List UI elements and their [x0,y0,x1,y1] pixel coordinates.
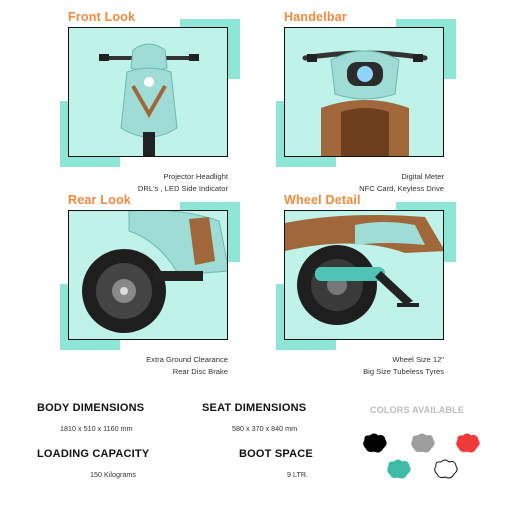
rear-look-image [68,210,228,340]
color-swatch-black[interactable] [362,432,388,454]
swatch-shape [388,460,410,478]
feature-caption [244,171,444,195]
caption-line: Extra Ground Clearance [146,355,228,364]
specifications [28,398,328,498]
feature-title: Rear Look [68,193,131,207]
caption-line: Projector Headlight [163,172,228,181]
caption-line: DRL's , LED Side Indicator [137,184,228,193]
swatch-shape [412,434,434,452]
swatch-shape [364,434,386,452]
color-swatch-red[interactable] [455,432,481,454]
caption-line: Wheel Size 12" [392,355,444,364]
feature-title: Front Look [68,10,136,24]
caption-line: NFC Card, Keyless Drive [359,184,444,193]
feature-card-front-look [68,10,228,193]
spec-value: 1810 x 510 x 1160 mm [60,424,133,433]
feature-title: Handelbar [284,10,347,24]
spec-value: 580 x 370 x 840 mm [232,424,298,433]
spec-loading-capacity [37,448,149,479]
spec-label: BODY DIMENSIONS [37,402,145,414]
spec-boot-space [239,448,313,479]
colors-available-title: COLORS AVAILABLE [370,405,465,415]
spec-label: LOADING CAPACITY [37,448,150,460]
spec-label: BOOT SPACE [239,448,313,460]
caption-line: Big Size Tubeless Tyres [363,367,444,376]
color-swatch-teal[interactable] [386,458,412,480]
feature-caption [28,354,228,378]
caption-line: Digital Meter [401,172,444,181]
spec-seat-dimensions [202,402,306,433]
front-look-image [68,27,228,157]
spec-label: SEAT DIMENSIONS [202,402,307,414]
spec-value: 9 LTR. [287,470,309,479]
handelbar-image [284,27,444,157]
color-swatch-white[interactable] [433,458,459,480]
feature-title: Wheel Detail [284,193,361,207]
spec-body-dimensions [37,402,144,433]
swatch-shape [457,434,479,452]
caption-line: Rear Disc Brake [172,367,228,376]
color-swatch-grey[interactable] [410,432,436,454]
feature-card-handelbar [284,10,444,193]
swatch-shape [435,460,457,478]
feature-caption [244,354,444,378]
spec-value: 150 Kilograms [90,470,136,479]
feature-card-wheel-detail [284,193,444,376]
feature-card-rear-look [68,193,228,376]
wheel-detail-image [284,210,444,340]
feature-caption [28,171,228,195]
